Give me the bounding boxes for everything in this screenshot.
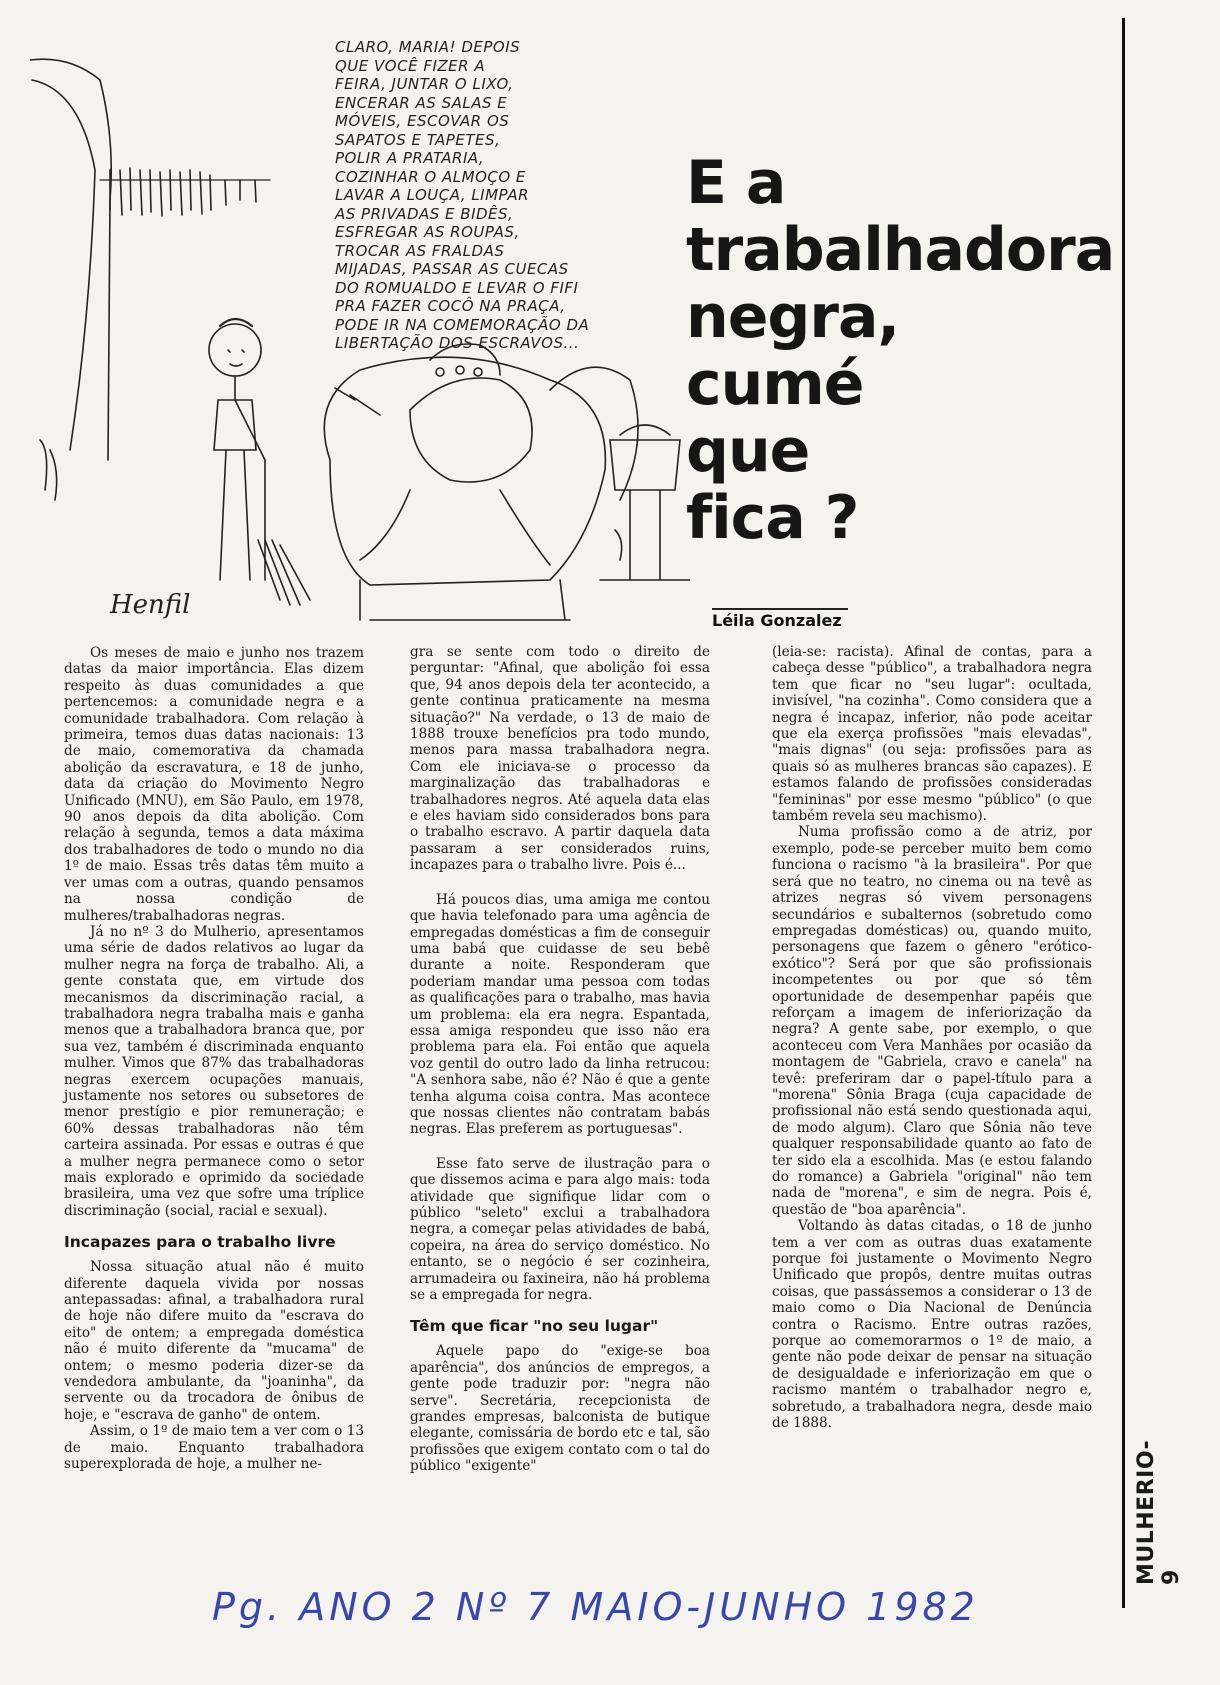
headline-line: negra,	[686, 282, 900, 352]
paragraph: Voltando às datas citadas, o 18 de junho tem a ver com as outras duas exatamente porque foi justamente o Movimento Negro Unificado que propôs, dentre muitas outras coisas, que passássemos a considerar o 13 de maio como o Dia Nacional de Denúncia contra o Racismo. Entre outras razões, porque ao comemorarmos o 1º de maio, a gente não pode deixar de pensar na situação de desigualdade e inferiorização em que o racismo mantém o trabalhador negro e, sobretudo, a trabalhadora negra, desde maio de 1888.	[772, 1218, 1092, 1432]
cartoonist-signature: Henfil	[110, 590, 191, 620]
author-byline: Léila Gonzalez	[712, 608, 848, 630]
headline-line: E a	[686, 148, 786, 218]
cartoon-illustration	[30, 20, 690, 635]
right-border-rule	[1122, 18, 1125, 1608]
text-column-1	[64, 645, 364, 1473]
headline-line: trabalhadora	[686, 215, 1115, 285]
paragraph: Os meses de maio e junho nos trazem datas da maior importância. Elas dizem respeito às duas comunidades a que pertencemos: a comunidade negra e a comunidade trabalhadora. Com relação à primeira, temos duas datas nacionais: 13 de maio, comemorativa da chamada abolição da escravatura, e 18 de junho, data da criação do Movimento Negro Unificado (MNU), em São Paulo, em 1978, 90 anos depois da dita abolição. Com relação à segunda, temos a data máxima dos trabalhadores de todo o mundo no dia 1º de maio. Essas três datas têm muito a ver umas com a outras, quando pensamos na nossa condição de mulheres/trabalhadoras negras.	[64, 645, 364, 924]
paragraph: Nossa situação atual não é muito diferente daquela vivida por nossas antepassadas: afinal, a trabalhadora rural de hoje não difere muito da "escrava do eito" de ontem; a empregada doméstica não é muito diferente da "mucama" de ontem; o mesmo poderia dizer-se da vendedora ambulante, da "joaninha", da servente ou da trocadora de ônibus de hoje, e "escrava de ganho" de ontem.	[64, 1259, 364, 1423]
paragraph: (leia-se: racista). Afinal de contas, para a cabeça desse "público", a trabalhadora negra tem que ficar no "seu lugar": ocultada, invisível, "na cozinha". Como considera que a negra é incapaz, inferior, não pode aceitar que ela exerça profissões "mais elevadas", "mais dignas" (ou seja: profissões para as quais só as mulheres brancas são capazes). E estamos falando de profissões consideradas "femininas" por esse mesmo "público" (o que também revela seu machismo).	[772, 644, 1092, 825]
page-folio: MULHERIO-9	[1134, 1439, 1184, 1585]
curtain-line	[30, 59, 111, 460]
text-column-2	[410, 644, 710, 1475]
paragraph: Aquele papo do "exige-se boa aparência", dos anúncios de empregos, a gente pode traduzir por: "negra não serve". Secretária, recepcionista de grandes empresas, balconista de butique elegante, comissária de bordo etc e tal, são profissões que exigem contato com o tal do público "exigente"	[410, 1343, 710, 1475]
section-heading: Têm que ficar "no seu lugar"	[410, 1317, 659, 1336]
headline-line: que	[686, 416, 810, 486]
paragraph: gra se sente com todo o direito de perguntar: "Afinal, que abolição foi essa que, 94 anos depois dela ter acontecido, a gente continua praticamente na mesma situação?" Na verdade, o 13 de maio de 1888 trouxe benefícios pra todo mundo, menos para massa trabalhadora negra. Com ele iniciava-se o processo da marginalização das trabalhadoras e trabalhadores negros. Até aquela data elas e eles haviam sido considerados bons para o trabalho escravo. A partir daquela data passaram a ser considerados ruins, incapazes para o trabalho livre. Pois é...	[410, 644, 710, 874]
paragraph: Já no nº 3 do Mulherio, apresentamos uma série de dados relativos ao lugar da mulher negra na força de trabalho. Ali, a gente constata que, em virtude dos mecanismos da discriminação racial, a trabalhadora negra trabalha mais e ganha menos que a trabalhadora branca que, por sua vez, também é discriminada enquanto mulher. Vimos que 87% das trabalhadoras negras exercem ocupações manuais, justamente nos setores ou subsetores de menor prestígio e pior remuneração; e 60% dessas trabalhadoras não têm carteira assinada. Por essas e outras é que a mulher negra permanece como o setor mais explorado e oprimido da sociedade brasileira, uma vez que sofre uma tríplice discriminação (social, racial e sexual).	[64, 923, 364, 1219]
paragraph: Numa profissão como a de atriz, por exemplo, pode-se perceber muito bem como funciona o racismo "à la brasileira". Por que será que no teatro, no cinema ou na tevê as atrizes negras só vivem personagens secundários e subalternos (sobretudo como empregadas domésticas) ou, quando muito, personagens que fazem o gênero "erótico-exótico"? Será por que são profissionais incompetentes ou por que só têm oportunidade de desempenhar papéis que reforçam a imagem de inferiorização da negra? A gente sabe, por exemplo, o que aconteceu com Vera Manhães por ocasião da montagem de "Gabriela, cravo e canela" na tevê: preferiram dar o papel-título para a "morena" Sônia Braga (cuja capacidade de profissional não está sendo questionada aqui, de modo algum). Claro que Sônia não teve qualquer responsabilidade quanto ao fato de ter sido ela a escolhida. Mas (e estou falando do romance) a Gabriela "original" não tem nada de "morena", e sim de negra. Pois é, questão de "boa aparência".	[772, 824, 1092, 1218]
text-column-3	[772, 644, 1092, 1432]
headline-line: cumé	[686, 349, 864, 419]
speech-balloon-text: CLARO, MARIA! DEPOIS QUE VOCÊ FIZER A FEIRA, JUNTAR O LIXO, ENCERAR AS SALAS E MÓVEIS, ESCOVAR OS SAPATOS E TAPETES, POLIR A PRATARIA, COZINHAR O ALMOÇO E LAVAR A LOUÇA, LIMPAR AS PRIVADAS E BIDÊS, ESFREGAR AS ROUPAS, TROCAR AS FRALDAS MIJADAS, PASSAR AS CUECAS DO ROMUALDO E LEVAR O FIFI PRA FAZER COCÔ NA PRAÇA, PODE IR NA COMEMORAÇÃO DA LIBERTAÇÃO DOS ESCRAVOS...	[335, 38, 590, 352]
article-headline	[686, 150, 1116, 552]
handwritten-annotation: Pg. ANO 2 Nº 7 MAIO-JUNHO 1982	[212, 1585, 979, 1629]
headline-line: fica ?	[686, 483, 859, 553]
section-heading: Incapazes para o trabalho livre	[64, 1233, 336, 1252]
paragraph: Assim, o 1º de maio tem a ver com o 13 de maio. Enquanto trabalhadora superexplorada de hoje, a mulher ne-	[64, 1423, 364, 1473]
paragraph: Há poucos dias, uma amiga me contou que havia telefonado para uma agência de empregadas domésticas a fim de conseguir uma babá que cuidasse de seu bebê durante a noite. Responderam que poderiam mandar uma pessoa com todas as qualificações para o trabalho, mas havia um problema: ela era negra. Espantada, essa amiga respondeu que isso não era problema para ela. Foi então que aquela voz gentil do outro lado da linha retrucou: "A senhora sabe, não é? Não é que a gente tenha alguma coisa contra. Mas acontece que nossas clientes não contratam babás negras. Elas preferem as portuguesas".	[410, 891, 710, 1138]
paragraph: Esse fato serve de ilustração para o que dissemos acima e para algo mais: toda atividade que signifique lidar com o público "seleto" exclui a trabalhadora negra, a começar pelas atividades de babá, copeira, na área do serviço doméstico. No entanto, se o negócio é ser cozinheira, arrumadeira ou faxineira, não há problema se a empregada for negra.	[410, 1155, 710, 1304]
